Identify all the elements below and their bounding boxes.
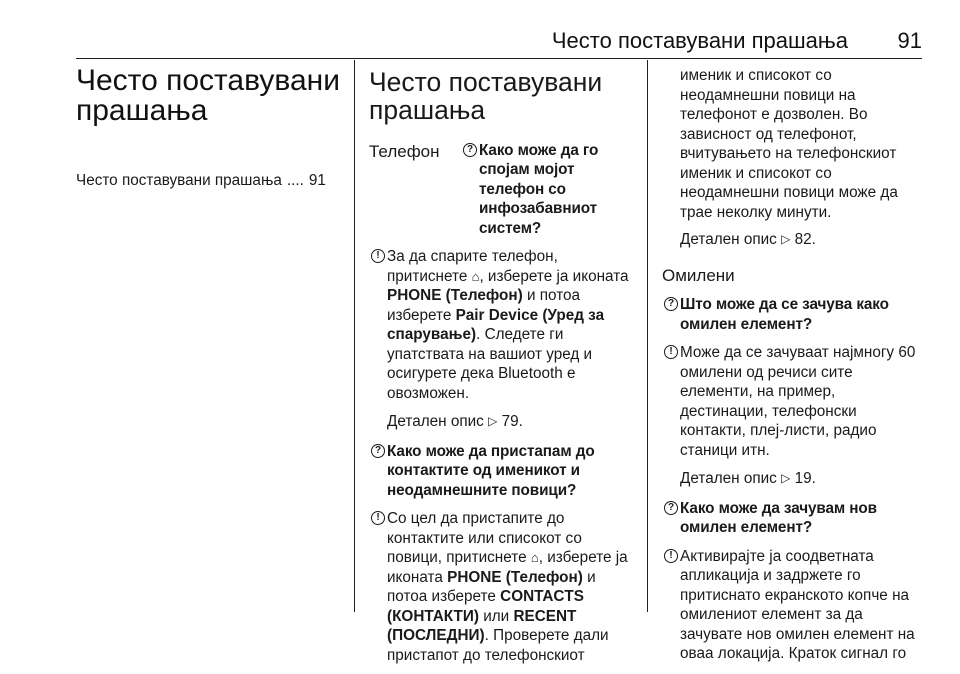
question-2: [369, 442, 631, 501]
section-title-line-2: прашања: [369, 95, 486, 125]
reference-arrow-icon: ▷: [488, 414, 498, 428]
exclamation-icon: !: [369, 247, 387, 403]
exclamation-icon: !: [369, 509, 387, 665]
question-icon: ?: [662, 295, 680, 334]
reference-1[interactable]: Детален опис ▷ 79.: [387, 413, 523, 430]
home-icon: ⌂: [471, 268, 480, 284]
question-2-text: Како може да пристапам до контактите од именикот и неодамнешните повици?: [387, 442, 595, 499]
section-title: [369, 68, 631, 124]
exclamation-icon: !: [662, 547, 680, 664]
subhead-favourites: Омилени: [662, 265, 735, 285]
left-column: [76, 64, 346, 191]
question-3: [662, 295, 924, 334]
chapter-title: [76, 66, 346, 126]
question-1-text: Како може да го спојам мојот телефон со инфозабавниот систем?: [479, 141, 599, 237]
middle-column: [369, 64, 631, 674]
question-icon: ?: [369, 442, 387, 501]
answer-4-text: Активирајте ја соодветната апликација и задржете го притиснато екранското копче на омилениот елемент за да зачувате нов омилен елемент на оваа локација. Краток сигнал го: [680, 547, 915, 662]
column-divider-1: [354, 60, 355, 612]
answer-1: [369, 247, 631, 403]
answer-4: [662, 547, 924, 664]
page-number: 91: [897, 28, 922, 53]
question-icon: ?: [662, 499, 680, 538]
answer-1-text: За да спарите телефон, притиснете ⌂, изберете ја иконата PHONE (Телефон) и потоа изберете Pair Device (Уред за спарување). Следете ги упатствата на вашиот уред и осигурете дека Bluetooth е овозможен.: [387, 248, 629, 402]
reference-2[interactable]: Детален опис ▷ 82.: [680, 231, 816, 248]
right-column: [662, 66, 924, 673]
exclamation-icon: !: [662, 343, 680, 460]
section-title-line-1: Често поставувани: [369, 67, 603, 97]
chapter-title-line-2: прашања: [76, 94, 208, 127]
question-1: [461, 141, 631, 239]
header-rule: [76, 58, 922, 59]
question-icon: ?: [461, 141, 479, 239]
column-divider-2: [647, 60, 648, 612]
question-3-text: Што може да се зачува како омилен елемент?: [680, 296, 889, 333]
answer-2-text: Со цел да пристапите до контактите или списокот со повици, притиснете ⌂, изберете ја иконата PHONE (Телефон) и потоа изберете CONTACTS (КОНТАКТИ) или RECENT (ПОСЛЕДНИ). Проверете дали пристапот до телефонскиот: [387, 510, 628, 664]
reference-arrow-icon: ▷: [781, 471, 791, 485]
toc-entry[interactable]: [76, 171, 346, 191]
running-title: Често поставувани прашања: [551, 28, 848, 53]
answer-3-text: Може да се зачуваат најмногу 60 омилени од речиси сите елементи, на пример, дестинации, телефонски контакти, плеј-листи, радио станици итн.: [680, 344, 916, 459]
reference-arrow-icon: ▷: [781, 232, 791, 246]
home-icon: ⌂: [530, 550, 539, 565]
toc-entry-page: 91: [308, 172, 326, 189]
toc-entry-dots: ....: [286, 172, 304, 189]
toc-entry-label: Често поставувани прашања: [76, 172, 282, 189]
page-header: [0, 0, 960, 60]
chapter-title-line-1: Често поставувани: [76, 64, 341, 97]
subhead-telephone: Телефон: [369, 142, 440, 161]
continued-answer-text: именик и списокот со неодамнешни повици на телефонот е дозволен. Во зависност од телефонот, вчитувањето на телефонскиот именик и списокот со неодамнешни повици може да трае неколку минути.: [680, 67, 898, 221]
question-4-text: Како може да зачувам нов омилен елемент?: [680, 499, 877, 536]
answer-3: [662, 343, 924, 460]
question-4: [662, 499, 924, 538]
reference-3[interactable]: Детален опис ▷ 19.: [680, 470, 816, 487]
